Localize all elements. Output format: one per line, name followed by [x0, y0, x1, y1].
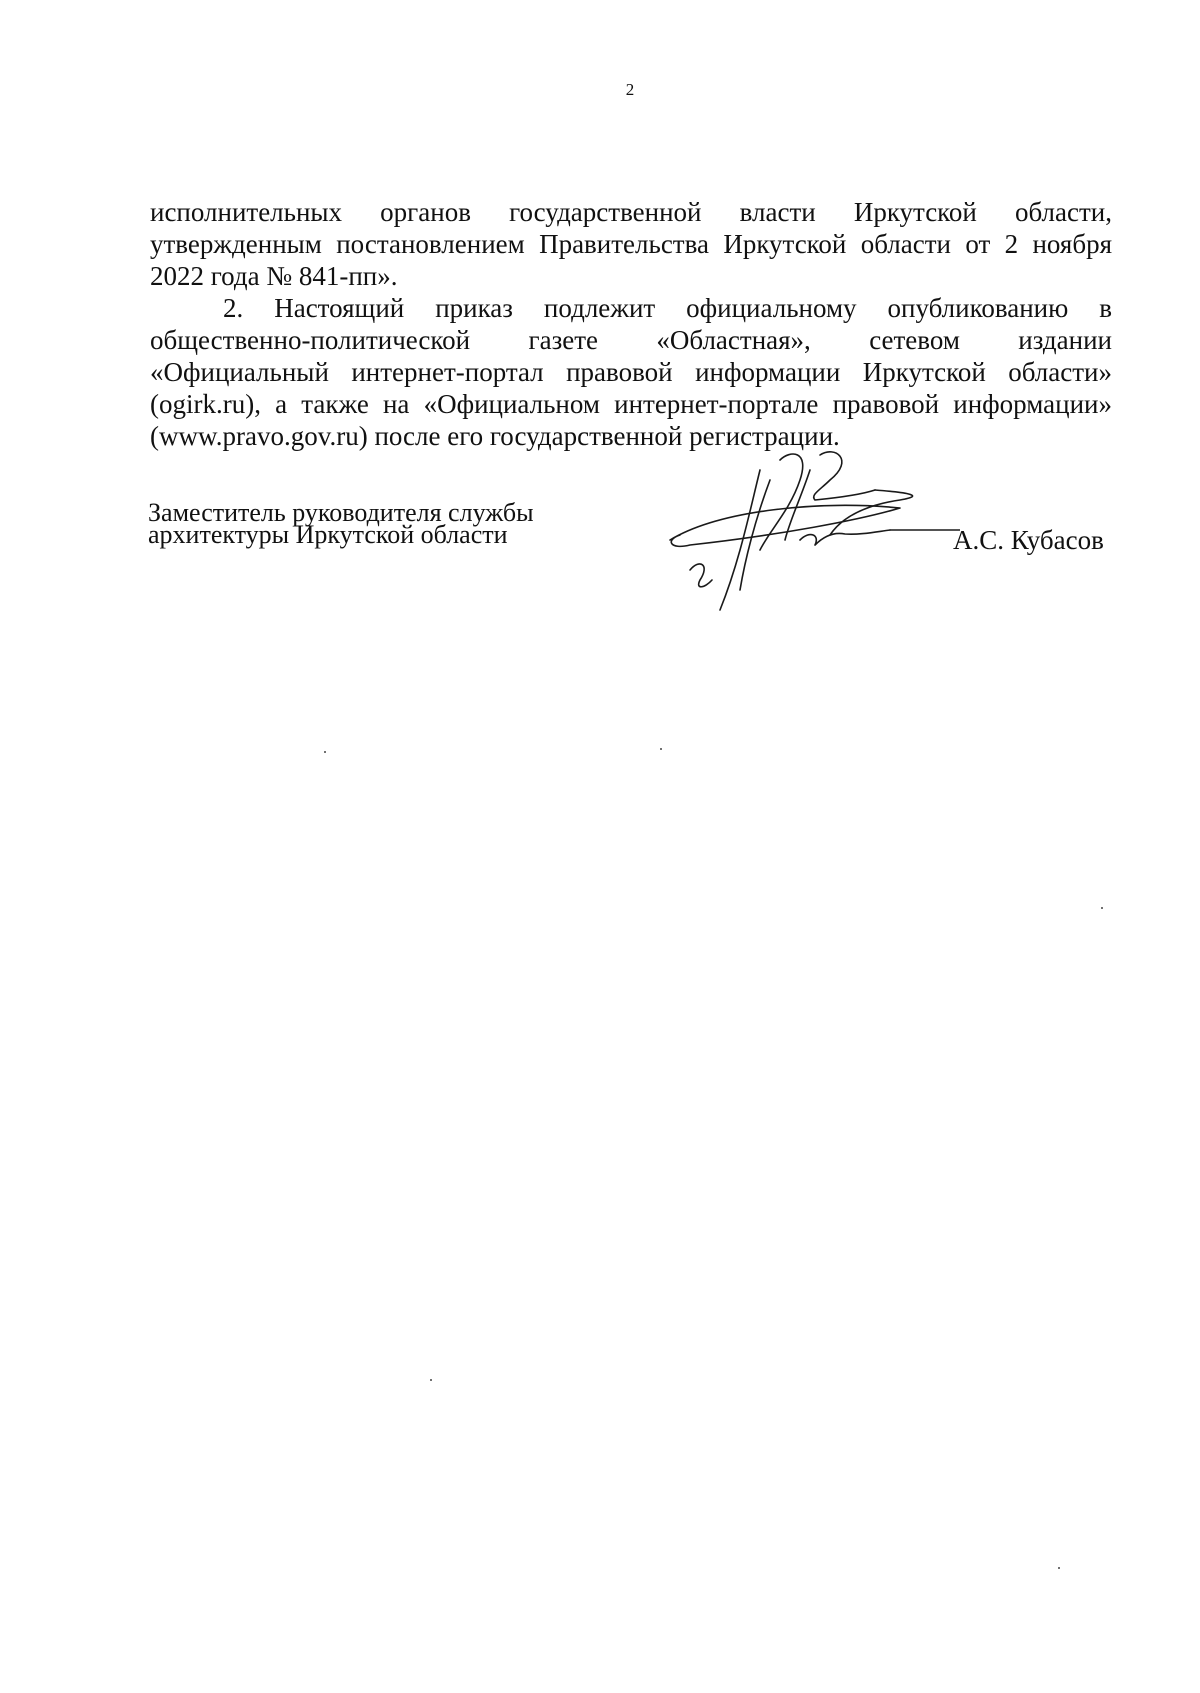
paragraph-1-line: утвержденным постановлением Правительства Иркутской области от 2 ноября — [150, 229, 1112, 259]
scan-speck — [1058, 1567, 1060, 1569]
paragraph-2-line: общественно-политической газете «Областная», сетевом издании — [150, 325, 1112, 355]
paragraph-1-line: исполнительных органов государственной власти Иркутской области, — [150, 197, 1112, 227]
signer-position — [148, 498, 534, 549]
signer-position-line: Заместитель руководителя службы — [148, 498, 534, 527]
paragraph-2-line: (www.pravo.gov.ru) после его государственной регистрации. — [150, 421, 840, 451]
paragraph-2-line: 2. Настоящий приказ подлежит официальному опубликованию в — [223, 293, 1112, 323]
signer-position-line: архитектуры Иркутской области — [148, 520, 508, 549]
page-number: 2 — [625, 80, 635, 99]
scan-speck — [324, 751, 326, 753]
document-body — [150, 196, 1112, 452]
paragraph-1 — [150, 196, 1112, 292]
paragraph-2-line: (ogirk.ru), а также на «Официальном интернет-портале правовой информации» — [150, 389, 1112, 419]
scan-speck — [1101, 907, 1103, 909]
paragraph-2 — [150, 292, 1112, 452]
signer-name: А.С. Кубасов — [953, 525, 1104, 555]
paragraph-1-line: 2022 года № 841-пп». — [150, 261, 398, 291]
paragraph-2-line: «Официальный интернет-портал правовой информации Иркутской области» — [150, 357, 1112, 387]
handwritten-signature — [660, 440, 960, 640]
scan-speck — [430, 1379, 432, 1381]
scan-speck — [660, 748, 662, 750]
